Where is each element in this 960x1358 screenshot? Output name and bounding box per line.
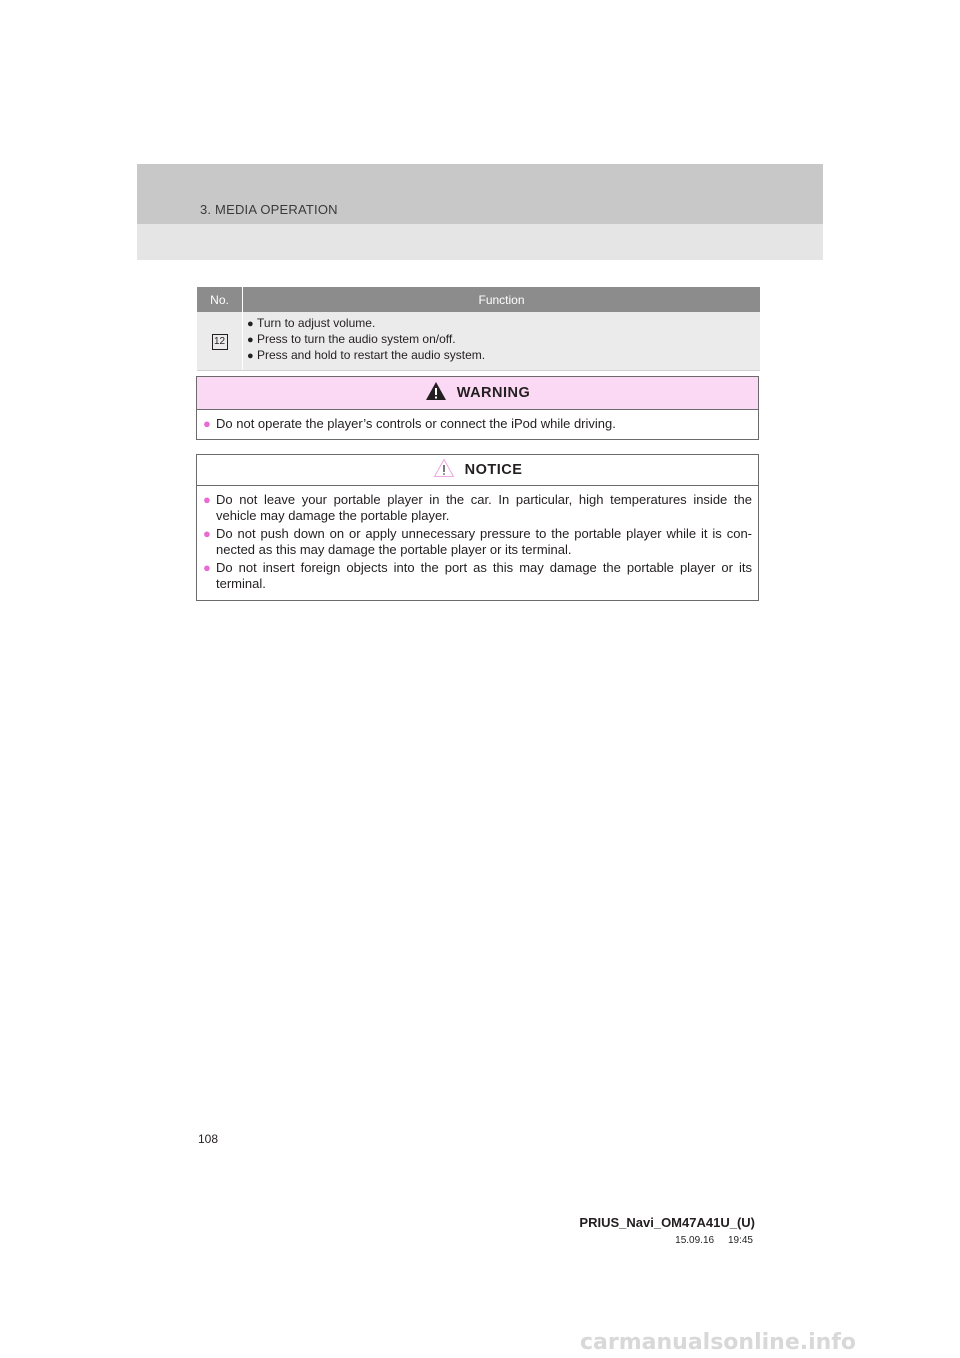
warning-header [197, 377, 758, 410]
warning-box [196, 376, 759, 440]
list-item [203, 492, 752, 524]
function-list [247, 316, 760, 364]
notice-header [197, 455, 758, 486]
document-id: PRIUS_Navi_OM47A41U_(U) [579, 1215, 755, 1230]
bullet-icon: ● [203, 526, 211, 541]
bullet-icon: ● [203, 416, 211, 431]
column-header-function: Function [243, 287, 761, 312]
section-title: 3. MEDIA OPERATION [200, 202, 338, 217]
notice-box [196, 454, 759, 601]
function-item-text: Press and hold to restart the audio system. [257, 348, 486, 362]
function-item-text: Turn to adjust volume. [257, 316, 376, 330]
list-item [247, 316, 760, 332]
page-number: 108 [198, 1132, 219, 1146]
notice-item-text: Do not push down on or apply unnecessary pressure to the portable player while it is con- nected as this may damage the portable player or its terminal. [216, 526, 752, 557]
watermark: carmanualsonline.info [580, 1330, 856, 1355]
row-function-cell [243, 312, 761, 371]
warning-triangle-icon [425, 381, 447, 406]
warning-item-text: Do not operate the player’s controls or connect the iPod while driving. [216, 416, 616, 431]
row-number-badge: 12 [212, 334, 228, 350]
notice-item-text: Do not leave your portable player in the car. In particular, high temperatures inside the vehicle may damage the portable player. [216, 492, 752, 523]
bullet-icon: ● [247, 318, 254, 330]
row-number-cell [197, 312, 243, 371]
column-header-no: No. [197, 287, 243, 312]
function-table [197, 287, 760, 371]
warning-title: WARNING [456, 385, 531, 401]
notice-triangle-icon [433, 458, 455, 483]
warning-body [197, 410, 758, 432]
notice-item-text: Do not insert foreign objects into the port as this may damage the portable player or its terminal. [216, 560, 752, 591]
table-row [197, 312, 760, 371]
list-item [203, 560, 752, 592]
notice-title: NOTICE [464, 462, 523, 478]
list-item [203, 526, 752, 558]
header-subband [137, 224, 823, 260]
list-item [247, 332, 760, 348]
bullet-icon: ● [203, 560, 211, 575]
list-item [247, 348, 760, 364]
bullet-icon: ● [247, 334, 254, 346]
document-date: 15.09.16 19:45 [675, 1235, 753, 1246]
notice-body [197, 486, 758, 592]
bullet-icon: ● [203, 492, 211, 507]
list-item [203, 416, 752, 432]
bullet-icon: ● [247, 350, 254, 362]
function-item-text: Press to turn the audio system on/off. [257, 332, 456, 346]
